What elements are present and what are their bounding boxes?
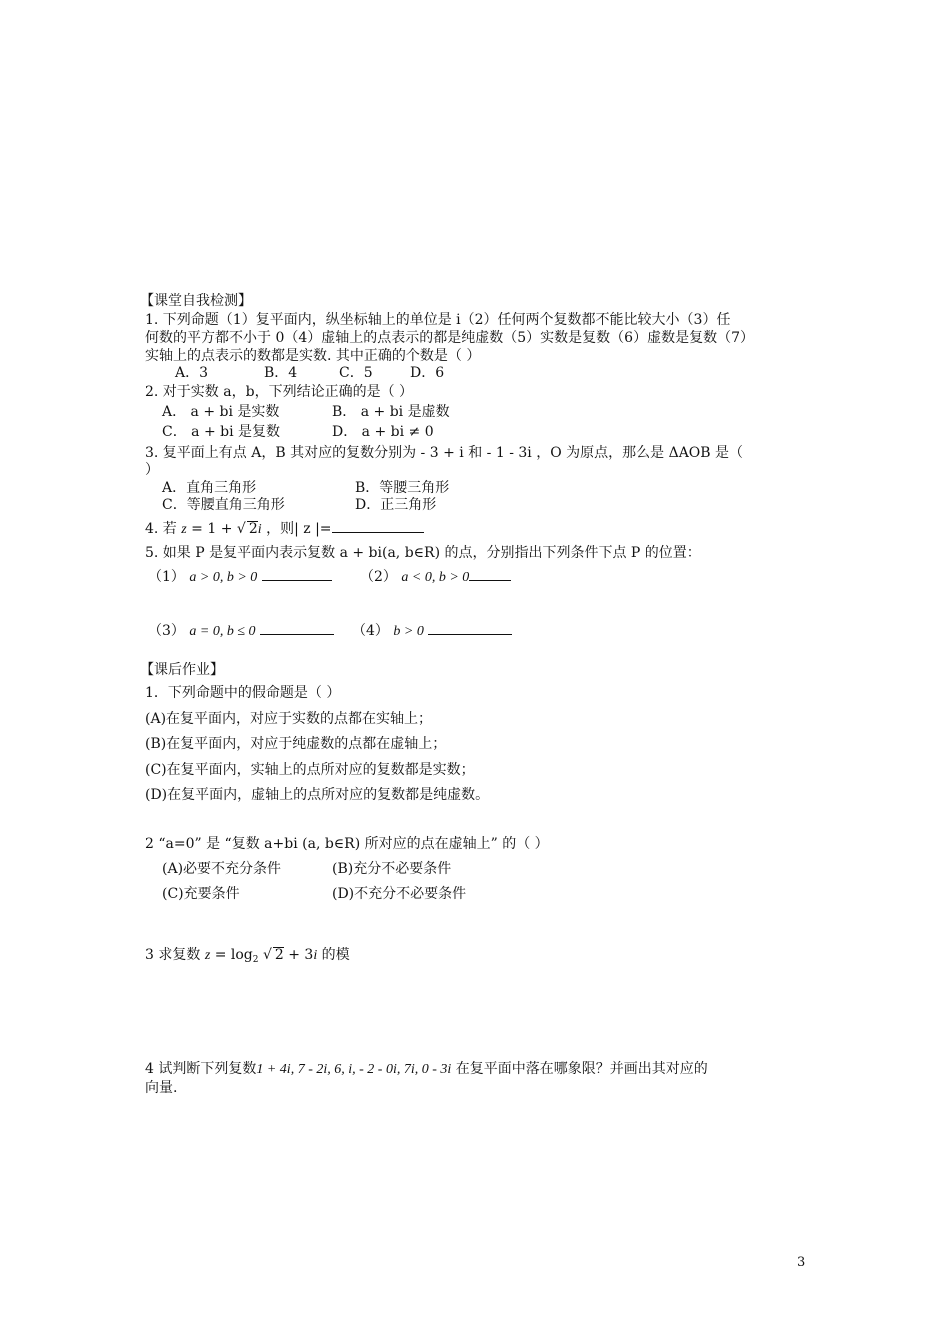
q2-option-c: C． a + bi 是复数	[162, 424, 281, 440]
q1-line3: 实轴上的点表示的数都是实数. 其中正确的个数是（ ）	[145, 348, 481, 364]
hw-q1-stem: 1．下列命题中的假命题是（ ）	[145, 685, 341, 701]
hw-q4-numbers: 1 + 4i, 7 - 2i, 6, i, - 2 - 0i, 7i, 0 - 3i	[256, 1062, 452, 1077]
q1-option-b: B．4	[264, 365, 298, 381]
q5-c1-blank[interactable]	[262, 566, 332, 581]
hw-q4-suffix: 在复平面中落在哪象限？并画出其对应的	[451, 1061, 708, 1077]
section-heading-homework: 【课后作业】	[140, 662, 224, 678]
hw-q3-eq: = log	[210, 947, 253, 963]
q2-option-d: D． a + bi ≠ 0	[332, 424, 434, 440]
q4-suffix: ，则| z |=	[261, 521, 332, 537]
section-heading-classroom-test: 【课堂自我检测】	[140, 293, 252, 309]
hw-q2-stem: 2 “a=0” 是 “复数 a+bi (a, b∈R) 所对应的点在虚轴上” 的（ ）	[145, 836, 549, 852]
hw-q2-option-a: (A)必要不充分条件	[162, 861, 282, 877]
q3-option-d: D．正三角形	[355, 497, 437, 513]
hw-q3-line: 3 求复数 $z = \log_2$ √ 2 + 3i 的模	[145, 947, 350, 965]
q5-c2-label: （2）	[360, 569, 397, 585]
q4-z: z	[181, 522, 187, 537]
q5-condition-4	[352, 620, 512, 641]
q5-c3-blank[interactable]	[260, 620, 334, 635]
hw-q3-z: z	[204, 948, 211, 963]
q5-c4-cond: b > 0	[393, 624, 424, 639]
q1-option-c: C．5	[339, 365, 373, 381]
q3-option-c: C．等腰直角三角形	[162, 497, 285, 513]
hw-q3-log-base: 2	[252, 955, 259, 965]
q5-condition-3	[148, 620, 334, 641]
q3-option-a: A．直角三角形	[162, 480, 257, 496]
q5-c4-label: （4）	[352, 623, 389, 639]
q5-condition-1	[148, 566, 332, 587]
q1-option-a: A．3	[175, 365, 209, 381]
hw-q3-prefix: 3 求复数	[145, 947, 201, 963]
hw-q4-line2: 向量.	[145, 1080, 178, 1096]
q5-c2-cond: a < 0, b > 0	[401, 570, 470, 585]
q2-stem: 2. 对于实数 a，b，下列结论正确的是（ ）	[145, 384, 414, 400]
hw-q2-option-c: (C)充要条件	[162, 886, 240, 902]
q3-line2: ）	[145, 462, 159, 478]
q2-option-a: A． a + bi 是实数	[162, 404, 280, 420]
q1-line1: 1. 下列命题（1）复平面内，纵坐标轴上的单位是 i（2）任何两个复数都不能比较大小（3）任	[145, 312, 731, 328]
hw-q1-option-c: (C)在复平面内，实轴上的点所对应的复数都是实数；	[145, 762, 475, 778]
q4-prefix: 4. 若	[145, 521, 177, 537]
hw-q3-root: 2	[274, 947, 284, 963]
hw-q3-suffix: 的模	[317, 947, 350, 963]
q1-line2: 何数的平方都不小于 0（4）虚轴上的点表示的都是纯虚数（5）实数是复数（6）虚数是复数（7）	[145, 330, 754, 346]
page-number: 3	[797, 1255, 806, 1270]
q2-option-b: B． a + bi 是虚数	[332, 404, 450, 420]
hw-q2-option-d: (D)不充分不必要条件	[332, 886, 467, 902]
q5-c3-label: （3）	[148, 623, 185, 639]
hw-q3-tail: + 3	[283, 947, 314, 963]
q5-stem: 5. 如果 P 是复平面内表示复数 a + bi(a, b∈R) 的点，分别指出下列条件下点 P 的位置：	[145, 545, 701, 561]
q3-line1: 3. 复平面上有点 A，B 其对应的复数分别为 - 3 + i 和 - 1 - 3i ，O 为原点，那么是 ΔAOB 是（	[145, 445, 744, 461]
q4-line: 4. 若 z = 1 + √ 2i ，则| z |=	[145, 518, 424, 539]
q5-condition-2	[360, 566, 511, 587]
q5-c1-cond: a > 0, b > 0	[189, 570, 258, 585]
q3-option-b: B．等腰三角形	[355, 480, 450, 496]
q4-eq: = 1 +	[186, 521, 237, 537]
hw-q4-prefix: 4 试判断下列复数	[145, 1061, 257, 1077]
hw-q1-option-b: (B)在复平面内，对应于纯虚数的点都在虚轴上；	[145, 736, 447, 752]
hw-q2-option-b: (B)充分不必要条件	[332, 861, 452, 877]
q5-c2-blank[interactable]	[469, 566, 511, 581]
q1-option-d: D．6	[410, 365, 445, 381]
hw-q3-i: i	[313, 948, 318, 963]
q4-answer-blank[interactable]	[332, 518, 424, 533]
q5-c1-label: （1）	[148, 569, 185, 585]
q5-c3-cond: a = 0, b ≤ 0	[189, 624, 256, 639]
q4-i: i	[257, 522, 262, 537]
q4-root: 2	[248, 521, 258, 537]
hw-q1-option-d: (D)在复平面内，虚轴上的点所对应的复数都是纯虚数。	[145, 787, 490, 803]
hw-q1-option-a: (A)在复平面内，对应于实数的点都在实轴上；	[145, 711, 433, 727]
q5-c4-blank[interactable]	[428, 620, 512, 635]
hw-q4-line1	[145, 1060, 708, 1079]
